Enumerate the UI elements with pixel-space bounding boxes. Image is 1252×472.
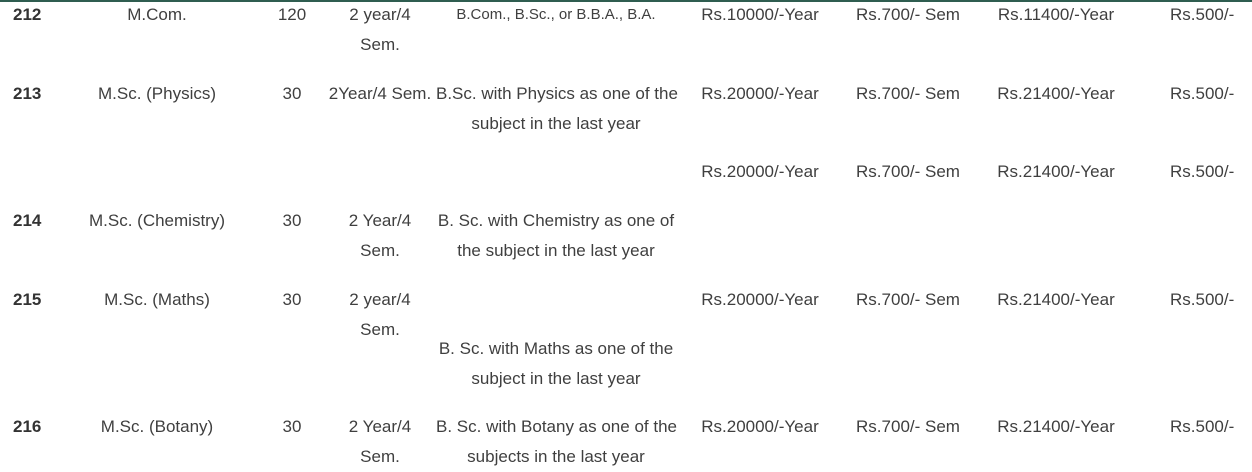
semester-fee: Rs.700/- Sem (856, 84, 960, 103)
course-name: M.Sc. (Physics) (97, 84, 217, 103)
eligibility-line-2: the subject in the last year (457, 241, 655, 260)
duration-line-1: 2 Year/4 (348, 211, 412, 230)
course-name: M.Sc. (Chemistry) (89, 211, 225, 230)
semester-fee: Rs.700/- Sem (856, 290, 960, 309)
course-code: 215 (13, 290, 42, 309)
intake: 30 (282, 417, 302, 436)
eligibility (436, 334, 676, 394)
duration-line-1: 2 Year/4 (348, 417, 412, 436)
annual-fee: Rs.20000/-Year (701, 84, 819, 103)
eligibility (436, 0, 676, 30)
intake: 30 (282, 290, 302, 309)
duration-line-2: Sem. (360, 241, 400, 260)
duration-line-1: 2Year/4 Sem. (328, 84, 432, 103)
course-code: 213 (13, 84, 42, 103)
annual-fee: Rs.20000/-Year (701, 417, 819, 436)
duration-line-1: 2 year/4 (349, 290, 411, 309)
semester-fee: Rs.700/- Sem (856, 417, 960, 436)
total-fee: Rs.21400/-Year (997, 417, 1115, 436)
extra-fee: Rs.500/- (1170, 84, 1235, 103)
duration (325, 0, 435, 60)
annual-fee: Rs.20000/-Year (701, 290, 819, 309)
course-name: M.Sc. (Maths) (104, 290, 210, 309)
total-fee: Rs.21400/-Year (997, 84, 1115, 103)
eligibility-line-1: B.Com., B.Sc., or B.B.A., B.A. (456, 6, 656, 23)
eligibility-line-2: subject in the last year (471, 114, 641, 133)
course-code: 214 (13, 211, 42, 230)
extra-fee: Rs.500/- (1170, 290, 1235, 309)
eligibility-line-2: subject in the last year (471, 369, 641, 388)
annual-fee: Rs.20000/-Year (701, 162, 819, 181)
course-name: M.Sc. (Botany) (100, 417, 214, 436)
total-fee: Rs.21400/-Year (997, 290, 1115, 309)
eligibility-line-1: B. Sc. with Maths as one of the (438, 339, 674, 358)
extra-fee: Rs.500/- (1170, 5, 1235, 24)
semester-fee: Rs.700/- Sem (856, 5, 960, 24)
duration-line-2: Sem. (360, 35, 400, 54)
duration-line-2: Sem. (360, 447, 400, 466)
course-code: 212 (13, 5, 42, 24)
duration (325, 285, 435, 345)
extra-fee: Rs.500/- (1170, 417, 1235, 436)
eligibility-line-1: B. Sc. with Botany as one of the (436, 417, 677, 436)
duration-line-2: Sem. (360, 320, 400, 339)
duration (325, 79, 435, 109)
eligibility (436, 79, 676, 139)
course-name: M.Com. (127, 5, 187, 24)
extra-fee: Rs.500/- (1170, 162, 1235, 181)
intake: 120 (277, 5, 307, 24)
intake: 30 (282, 211, 302, 230)
eligibility (436, 206, 676, 266)
course-code: 216 (13, 417, 42, 436)
duration (325, 412, 435, 472)
semester-fee: Rs.700/- Sem (856, 162, 960, 181)
eligibility-line-2: subjects in the last year (467, 447, 645, 466)
total-fee: Rs.11400/-Year (997, 5, 1115, 24)
total-fee: Rs.21400/-Year (997, 162, 1115, 181)
eligibility (436, 412, 676, 472)
annual-fee: Rs.10000/-Year (701, 5, 819, 24)
intake: 30 (282, 84, 302, 103)
duration (325, 206, 435, 266)
eligibility-line-1: B. Sc. with Chemistry as one of (437, 211, 675, 230)
duration-line-1: 2 year/4 (349, 5, 411, 24)
eligibility-line-1: B.Sc. with Physics as one of the (436, 84, 678, 103)
